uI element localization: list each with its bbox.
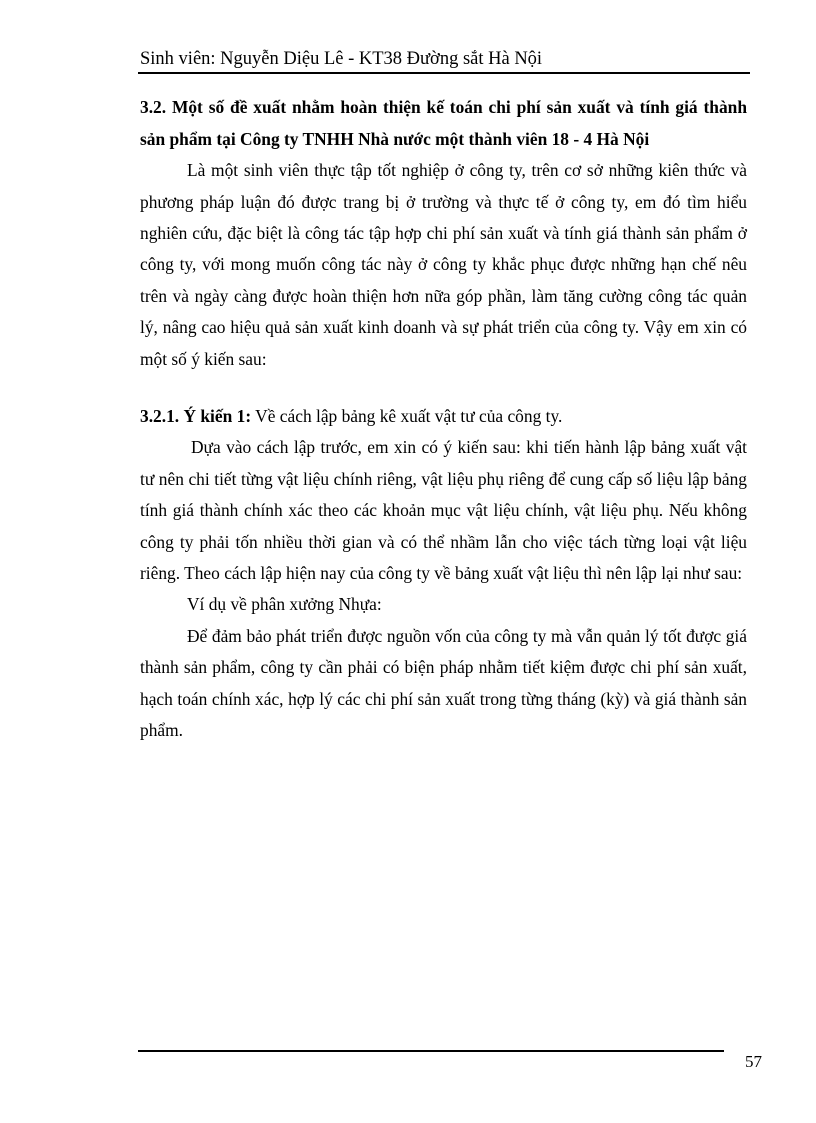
body-paragraph-2: Để đảm bảo phát triển được nguồn vốn của công ty mà vẫn quản lý tốt được giá thành sản phẩm, công ty cần phải có biện pháp nhằm tiết kiệm được chi phí sản xuất, hạch toán chính xác, hợp lý các chi phí sản xuất trong từng tháng (kỳ) và giá thành sản phẩm. xyxy=(140,625,747,741)
footer-divider xyxy=(138,1050,724,1052)
page-content xyxy=(140,92,747,747)
section-title: 3.2. Một số đề xuất nhằm hoàn thiện kế toán chi phí sản xuất và tính giá thành sản phẩm tại Công ty TNHH Nhà nước một thành viên 18 - 4 Hà Nội xyxy=(140,97,747,149)
intro-paragraph: Là một sinh viên thực tập tốt nghiệp ở công ty, trên cơ sở những kiên thức và phương pháp luận đó được trang bị ở trường và thực tế ở công ty, em đó tìm hiểu nghiên cứu, đặc biệt là công tác tập hợp chi phí sản xuất và tính giá thành sản phẩm ở công ty, với mong muốn công tác này ở công ty khắc phục được những hạn chế nêu trên và ngày càng được hoàn thiện hơn nữa góp phần, làm tăng cường công tác quản lý, nâng cao hiệu quả sản xuất kinh doanh và sự phát triển của công ty. Vậy em xin có một số ý kiến sau: xyxy=(140,160,747,369)
page-number: 57 xyxy=(745,1052,762,1071)
subsection-title: Về cách lập bảng kê xuất vật tư của công ty. xyxy=(251,406,563,427)
body-paragraph-1: Dựa vào cách lập trước, em xin có ý kiến sau: khi tiến hành lập bảng xuất vật tư nên chi tiết từng vật liệu chính riêng, vật liệu phụ riêng để cung cấp số liệu lập bảng tính giá thành chính xác theo các khoản mục vật liệu chính, vật liệu phụ. Nếu không công ty phải tốn nhiều thời gian và có thể nhầm lẫn cho việc tách từng loại vật liệu riêng. Theo cách lập hiện nay của công ty về bảng xuất vật liệu thì nên lập lại như sau: xyxy=(140,437,747,584)
page-header: Sinh viên: Nguyễn Diệu Lê - KT38 Đường sắt Hà Nội xyxy=(140,49,543,69)
example-line: Ví dụ về phân xưởng Nhựa: xyxy=(187,594,382,615)
subsection-heading xyxy=(140,401,747,432)
subsection-label: 3.2.1. Ý kiến 1: xyxy=(140,406,252,427)
header-divider xyxy=(138,72,750,74)
